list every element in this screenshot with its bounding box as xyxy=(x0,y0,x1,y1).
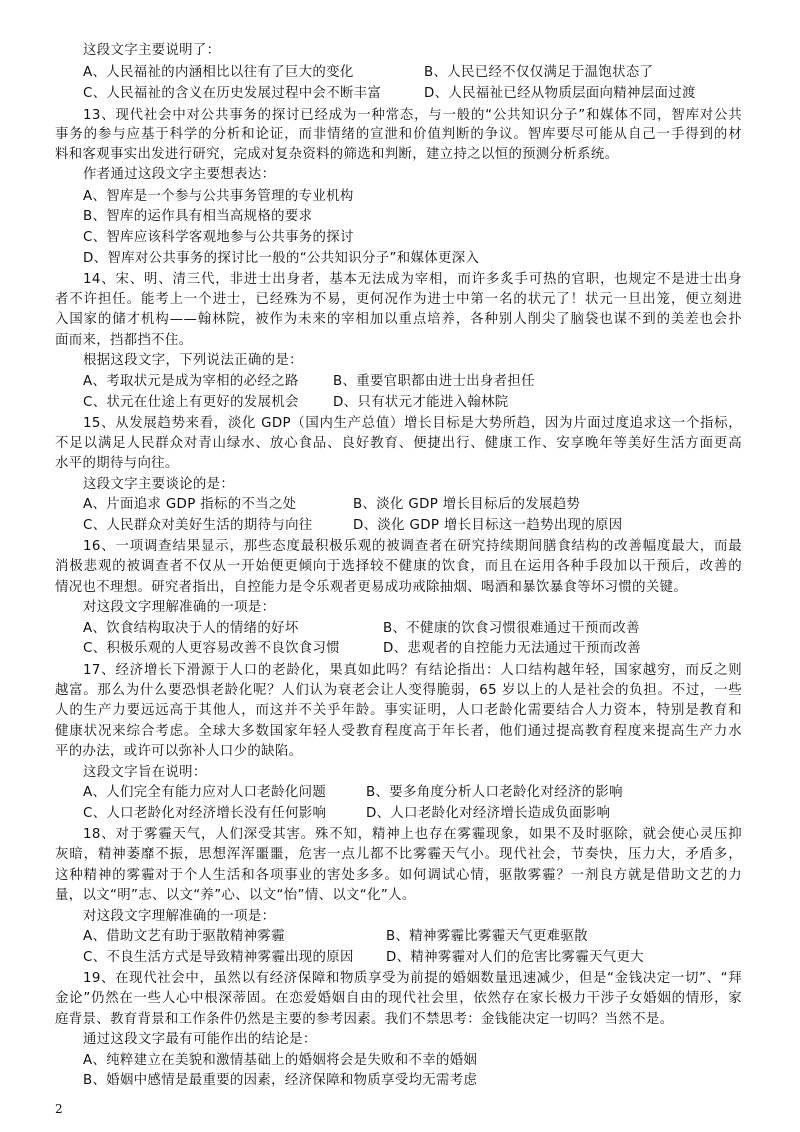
option-c: C、智库应该科学客观地参与公共事务的探讨 xyxy=(83,230,354,245)
question-15-text: 水平的期待与向往。 xyxy=(55,456,179,472)
question-15-text: 不足以满足人民群众对青山绿水、放心食品、良好教育、便捷出行、健康工作、安享晚年等美好生活方面更高 xyxy=(55,435,742,451)
option-a: A、片面追求 GDP 指标的不当之处 xyxy=(83,497,297,513)
question-14-text: 面而来，挡都挡不住。 xyxy=(55,332,193,348)
option-b: B、要多角度分析人口老龄化对经济的影响 xyxy=(366,785,623,801)
option-a: A、考取状元是成为宰相的必经之路 xyxy=(83,373,299,389)
option-b: B、智库的运作具有相当高规格的要求 xyxy=(83,209,313,225)
option-c: C、人民福祉的含义在历史发展过程中会不断丰富 xyxy=(83,86,382,101)
option-c: C、积极乐观的人更容易改善不良饮食习惯 xyxy=(83,641,341,657)
question-16-text: 16、一项调查结果显示，那些态度最积极乐观的被调查者在研究持续期间膳食结构的改善幅度最大，而最 xyxy=(83,539,742,555)
option-a: A、智库是一个参与公共事务管理的专业机构 xyxy=(83,188,354,204)
question-18-text: 这种精神的雾霾对于个人生活和各项事业的害处多多。如何调试心情，驱散雾霾？一剂良方就是借助文艺的力 xyxy=(55,867,742,883)
question-14-text: 者不许担任。能考上一个进士，已经殊为不易，更何况作为进士中第一名的状元了！状元一旦出笼，便立刻进 xyxy=(55,291,742,307)
option-c: C、人口老龄化对经济增长没有任何影响 xyxy=(83,805,327,821)
question-16-prompt: 对这段文字理解准确的一项是： xyxy=(83,600,276,616)
question-16-text: 情况也不理想。研究者指出，自控能力是令乐观者更易成功戒除抽烟、喝酒和暴饮暴食等坏习惯的关键。 xyxy=(55,579,688,595)
question-18-text: 量，以文“明”志、以文“养”心、以文“怡”情、以文“化”人。 xyxy=(55,888,416,904)
option-d: D、悲观者的自控能力无法通过干预而改善 xyxy=(383,641,641,657)
option-b: B、重要官职都由进士出身者担任 xyxy=(333,373,535,389)
option-d: D、人口老龄化对经济增长造成负面影响 xyxy=(366,805,611,821)
question-15-text: 15、从发展趋势来看，淡化 GDP（国内生产总值）增长目标是大势所趋，因为片面过度追求这一个指标， xyxy=(83,416,742,432)
question-13-prompt: 作者通过这段文字主要想表达： xyxy=(83,167,276,183)
question-17-text: 平的办法，或许可以弥补人口少的缺陷。 xyxy=(55,744,303,760)
option-d: D、人民福祉已经从物质层面向精神层面过渡 xyxy=(424,86,696,101)
option-a: A、饮食结构取决于人的情绪的好坏 xyxy=(83,620,299,636)
option-d: D、智库对公共事务的探讨比一般的“公共知识分子”和媒体更深入 xyxy=(83,250,480,266)
option-b: B、精神雾霾比雾霾天气更难驱散 xyxy=(386,929,588,945)
question-17-text: 越富。那么为什么要恐惧老龄化呢？人们认为衰老会让人变得脆弱，65 岁以上的人是社会的负担。不过，一些 xyxy=(55,682,742,698)
question-19-prompt: 通过这段文字最有可能作出的结论是： xyxy=(83,1032,317,1048)
question-15-prompt: 这段文字主要谈论的是： xyxy=(83,476,235,492)
question-19-text: 19、在现代社会中，虽然以有经济保障和物质享受为前提的婚姻数量迅速减少，但是“金钱决定一切”、“拜 xyxy=(83,971,742,987)
option-b: B、婚姻中感情是最重要的因素，经济保障和物质享受均无需考虑 xyxy=(83,1073,478,1089)
question-19-text: 庭背景、教育背景和工作条件仍然是主要的参考因素。我们不禁思考：金钱能决定一切吗？当然不是。 xyxy=(55,1011,674,1027)
option-b: B、淡化 GDP 增长目标后的发展趋势 xyxy=(353,497,581,513)
option-d: D、精神雾霾对人们的危害比雾霾天气更大 xyxy=(386,949,644,965)
option-a: A、纯粹建立在美貌和激情基础上的婚姻将会是失败和不幸的婚姻 xyxy=(83,1052,478,1068)
page-number: 2 xyxy=(55,1102,63,1116)
question-14-text: 入国家的储才机构——翰林院，被作为未来的宰相加以重点培养，各种别人削尖了脑袋也谋不到的美差也会扑 xyxy=(55,312,742,328)
option-c: C、人民群众对美好生活的期待与向往 xyxy=(83,517,313,533)
question-14-text: 14、宋、明、清三代，非进士出身者，基本无法成为宰相，而许多炙手可热的官职，也规定不是进士出身 xyxy=(83,272,742,288)
option-c: C、不良生活方式是导致精神雾霾出现的原因 xyxy=(83,949,354,965)
option-b: B、人民已经不仅仅满足于温饱状态了 xyxy=(424,64,654,80)
option-a: A、借助文艺有助于驱散精神雾霾 xyxy=(83,929,285,945)
option-a: A、人们完全有能力应对人口老龄化问题 xyxy=(83,785,327,801)
question-13-text: 13、现代社会中对公共事务的探讨已经成为一种常态，与一般的“公共知识分子”和媒体不同，智库对公共 xyxy=(83,107,742,123)
question-14-prompt: 根据这段文字，下列说法正确的是： xyxy=(83,353,303,369)
option-d: D、淡化 GDP 增长目标这一趋势出现的原因 xyxy=(353,517,623,533)
question-17-text: 人的生产力要远远高于其他人，而这并不关乎年龄。事实证明，人口老龄化需要结合人力资本，特别是教育和 xyxy=(55,703,742,719)
question-13-text: 料和客观事实出发进行研究，完成对复杂资料的筛选和判断，建立持之以恒的预测分析系统。 xyxy=(55,146,619,162)
question-16-text: 消极悲观的被调查者不仅从一开始便更倾向于选择较不健康的饮食，而且在运用各种手段加以干预后，改善的 xyxy=(55,559,742,575)
option-a: A、人民福祉的内涵相比以往有了巨大的变化 xyxy=(83,64,354,80)
question-17-text: 17、经济增长下滑源于人口的老龄化，果真如此吗？有结论指出：人口结构越年轻，国家越穷，而反之则 xyxy=(83,662,742,678)
question-19-text: 金论”仍然在一些人心中根深蒂固。在恋爱婚姻自由的现代社会里，依然存在家长极力干涉子女婚姻的情形，家 xyxy=(55,991,742,1007)
option-b: B、不健康的饮食习惯很难通过干预而改善 xyxy=(383,620,640,636)
question-18-text: 灰暗，精神萎靡不振，思想浑浑噩噩，危害一点儿都不比雾霾天气小。现代社会，节奏快，压力大，矛盾多， xyxy=(55,847,742,863)
text-line: 这段文字主要说明了： xyxy=(83,43,221,58)
question-17-prompt: 这段文字旨在说明： xyxy=(83,764,207,780)
question-13-text: 事务的参与应基于科学的分析和论证，而非情绪的宣泄和价值判断的争议。智库要尽可能从自己一手得到的材 xyxy=(55,127,742,143)
question-18-text: 18、对于雾霾天气，人们深受其害。殊不知，精神上也存在雾霾现象，如果不及时驱除，就会使心灵压抑 xyxy=(83,827,742,843)
option-c: C、状元在仕途上有更好的发展机会 xyxy=(83,394,299,410)
question-17-text: 健康状况来综合考虑。全球大多数国家年轻人受教育程度高于年长者，他们通过提高教育程度来提高生产力水 xyxy=(55,723,742,739)
option-d: D、只有状元才能进入翰林院 xyxy=(333,394,509,410)
question-18-prompt: 对这段文字理解准确的一项是： xyxy=(83,908,276,924)
